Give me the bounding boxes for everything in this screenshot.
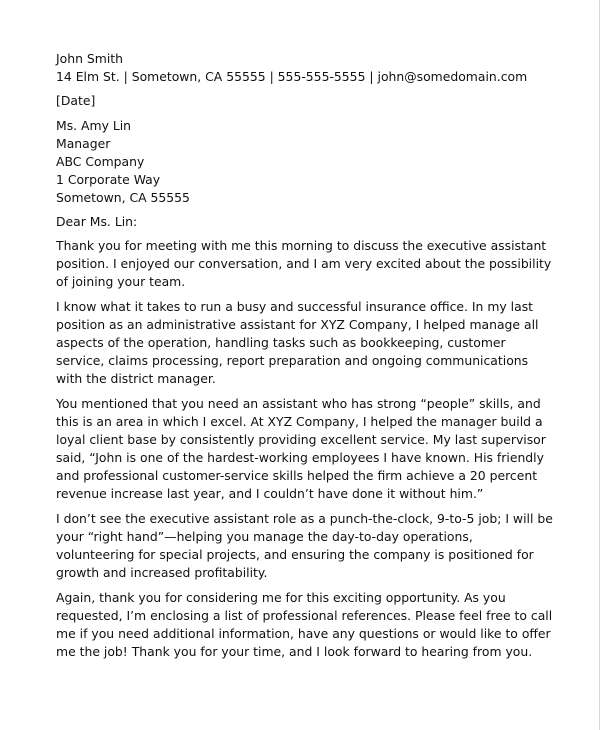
paragraph-line: me if you need additional information, have any questions or would like to offer	[56, 626, 551, 641]
paragraph-line: this is an area in which I excel. At XYZ Company, I helped the manager build a	[56, 414, 543, 429]
paragraph-line: with the district manager.	[56, 371, 216, 386]
paragraph-line: requested, I’m enclosing a list of professional references. Please feel free to call	[56, 608, 553, 623]
letter-body	[56, 237, 553, 661]
paragraph-line: growth and increased profitability.	[56, 565, 268, 580]
body-paragraph-4	[56, 510, 553, 582]
paragraph-line: loyal client base by consistently providing excellent service. My last supervisor	[56, 432, 546, 447]
body-paragraph-2	[56, 298, 544, 388]
body-paragraph-5	[56, 589, 553, 661]
salutation-block	[56, 213, 544, 231]
recipient-title: Manager	[56, 136, 111, 151]
date-block	[56, 92, 544, 110]
paragraph-line: position. I enjoyed our conversation, and I am very excited about the possibility	[56, 256, 552, 271]
paragraph-line: I know what it takes to run a busy and successful insurance office. In my last	[56, 299, 534, 314]
paragraph-line: Thank you for meeting with me this morning to discuss the executive assistant	[56, 238, 547, 253]
recipient-street: 1 Corporate Way	[56, 172, 161, 187]
paragraph-line: You mentioned that you need an assistant who has strong “people” skills, and	[56, 396, 541, 411]
paragraph-line: me the job! Thank you for your time, and I look forward to hearing from you.	[56, 644, 533, 659]
recipient-city-line: Sometown, CA 55555	[56, 190, 190, 205]
paragraph-line: your “right hand”—helping you manage the day-to-day operations,	[56, 529, 473, 544]
body-paragraph-3	[56, 395, 544, 503]
letter-date: [Date]	[56, 93, 96, 108]
paragraph-line: revenue increase last year, and I couldn’t have done it without him.”	[56, 486, 484, 501]
recipient-company: ABC Company	[56, 154, 145, 169]
cover-letter	[56, 50, 553, 661]
recipient-name: Ms. Amy Lin	[56, 118, 132, 133]
paragraph-line: aspects of the operation, handling tasks such as bookkeeping, customer	[56, 335, 506, 350]
salutation: Dear Ms. Lin:	[56, 214, 138, 229]
recipient-block	[56, 117, 544, 207]
paragraph-line: of joining your team.	[56, 274, 186, 289]
paragraph-line: I don’t see the executive assistant role as a punch-the-clock, 9-to-5 job; I will be	[56, 511, 553, 526]
paragraph-line: service, claims processing, report preparation and ongoing communications	[56, 353, 529, 368]
paragraph-line: volunteering for special projects, and ensuring the company is positioned for	[56, 547, 534, 562]
paragraph-line: and professional customer-service skills helped the firm achieve a 20 percent	[56, 468, 538, 483]
sender-contact-line: 14 Elm St. | Sometown, CA 55555 | 555-555-5555 | john@somedomain.com	[56, 69, 528, 84]
paragraph-line: Again, thank you for considering me for this exciting opportunity. As you	[56, 590, 506, 605]
body-paragraph-1	[56, 237, 552, 291]
sender-block	[56, 50, 544, 86]
sender-name: John Smith	[56, 51, 123, 66]
paragraph-line: position as an administrative assistant for XYZ Company, I helped manage all	[56, 317, 539, 332]
paragraph-line: said, “John is one of the hardest-working employees I have known. His friendly	[56, 450, 544, 465]
